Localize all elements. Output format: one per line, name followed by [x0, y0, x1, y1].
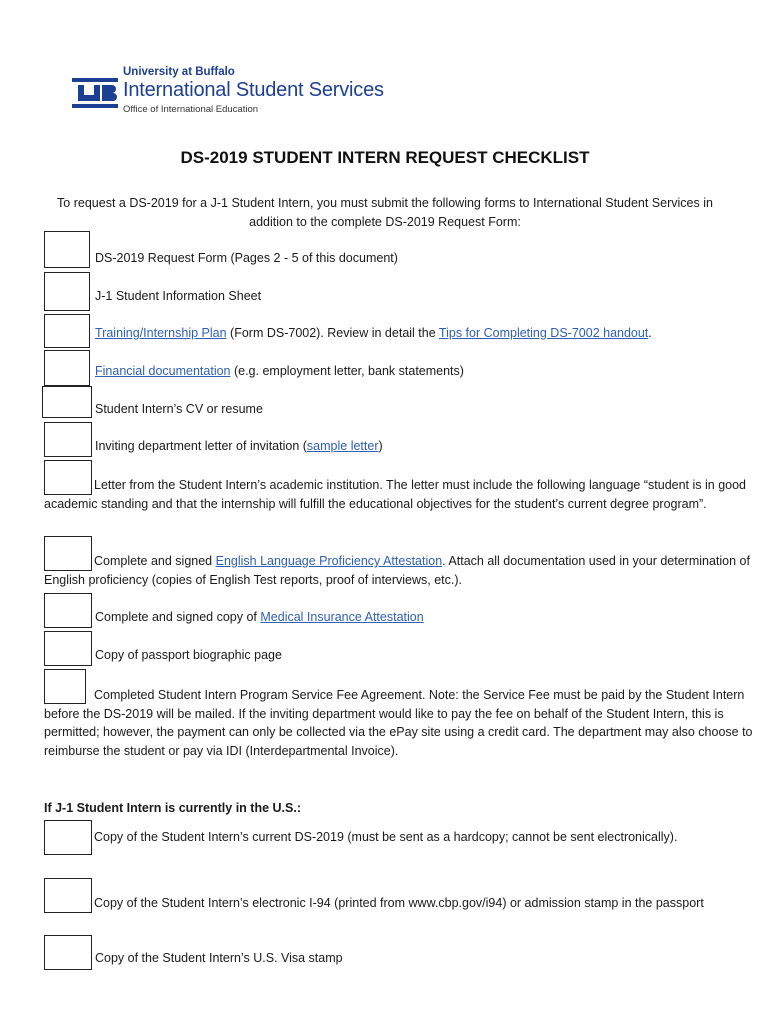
item-visa-stamp: Copy of the Student Intern’s U.S. Visa stamp	[95, 951, 343, 965]
medical-insurance-link[interactable]: Medical Insurance Attestation	[260, 610, 424, 624]
checkbox-cv-resume[interactable]	[42, 386, 92, 418]
ub-logo	[72, 66, 392, 118]
english-proficiency-end: . Attach all documentation used in your determination of English proficiency (copies of English Test reports, proof of interviews, etc.).	[44, 554, 750, 587]
ub-logo-icon	[72, 76, 118, 110]
english-proficiency-text: Complete and signed	[94, 554, 216, 568]
item-service-fee	[44, 686, 760, 760]
item-i94	[44, 894, 760, 913]
intro-paragraph: To request a DS-2019 for a J-1 Student Intern, you must submit the following forms to International Student Services in addition to the complete DS-2019 Request Form:	[57, 196, 713, 229]
ds7002-tips-link[interactable]: Tips for Completing DS-7002 handout	[438, 326, 649, 340]
checkbox-ds2019-request-form[interactable]	[44, 231, 90, 268]
financial-documentation-link[interactable]: Financial documentation	[95, 364, 231, 378]
department-name: International Student Services	[123, 79, 384, 101]
checkbox-passport-page[interactable]	[44, 631, 92, 666]
item-student-info-sheet: J-1 Student Information Sheet	[95, 289, 262, 303]
training-plan-link[interactable]: Training/Internship Plan	[95, 326, 227, 340]
invitation-letter-text: Inviting department letter of invitation (	[95, 439, 307, 453]
item-academic-letter	[44, 476, 760, 513]
current-ds2019-text: Copy of the Student Intern’s current DS-2019 (must be sent as a hardcopy; cannot be sent electronically).	[94, 830, 678, 844]
item-financial-documentation	[95, 364, 464, 378]
item-ds2019-request-form: DS-2019 Request Form (Pages 2 - 5 of this document)	[95, 251, 398, 265]
checkbox-student-info-sheet[interactable]	[44, 272, 90, 311]
training-plan-end: .	[648, 326, 652, 340]
item-cv-resume: Student Intern’s CV or resume	[95, 402, 263, 416]
item-invitation-letter	[95, 439, 383, 453]
i94-text: Copy of the Student Intern’s electronic I-94 (printed from www.cbp.gov/i94) or admission stamp in the passport	[94, 896, 704, 910]
checkbox-medical-insurance[interactable]	[44, 593, 92, 628]
checkbox-visa-stamp[interactable]	[44, 935, 92, 970]
us-section-heading: If J-1 Student Intern is currently in the U.S.:	[44, 801, 301, 815]
item-medical-insurance	[95, 610, 424, 624]
sample-letter-link[interactable]: sample letter	[306, 439, 379, 453]
office-name: Office of International Education	[123, 104, 259, 115]
checkbox-financial-documentation[interactable]	[44, 350, 90, 386]
training-plan-text: (Form DS-7002). Review in detail the	[226, 326, 439, 340]
checkbox-invitation-letter[interactable]	[44, 422, 92, 457]
checkbox-training-plan[interactable]	[44, 314, 90, 348]
invitation-letter-end: )	[378, 439, 383, 453]
english-proficiency-link[interactable]: English Language Proficiency Attestation	[215, 554, 443, 568]
medical-insurance-text: Complete and signed copy of	[95, 610, 261, 624]
academic-letter-text: Letter from the Student Intern’s academic institution. The letter must include the following language “student is in good academic standing and that the internship will fulfill the educational objectives for the student’s current degree program”.	[44, 478, 747, 511]
item-training-plan	[95, 326, 652, 340]
item-current-ds2019	[44, 828, 760, 847]
university-name: University at Buffalo	[123, 66, 235, 78]
service-fee-text: Completed Student Intern Program Service Fee Agreement. Note: the Service Fee must be paid by the Student Intern before the DS-2019 will be mailed. If the inviting department would like to pay the fee on behalf of the Student Intern, this is permitted; however, the payment can only be collected via the ePay site using a credit card. The department may also choose to reimburse the student or pay via IDI (Interdepartmental Invoice).	[44, 688, 753, 758]
page-title: DS-2019 STUDENT INTERN REQUEST CHECKLIST	[180, 148, 590, 167]
item-passport-page: Copy of passport biographic page	[95, 648, 282, 662]
item-english-proficiency	[44, 552, 760, 589]
financial-documentation-text: (e.g. employment letter, bank statements)	[230, 364, 464, 378]
